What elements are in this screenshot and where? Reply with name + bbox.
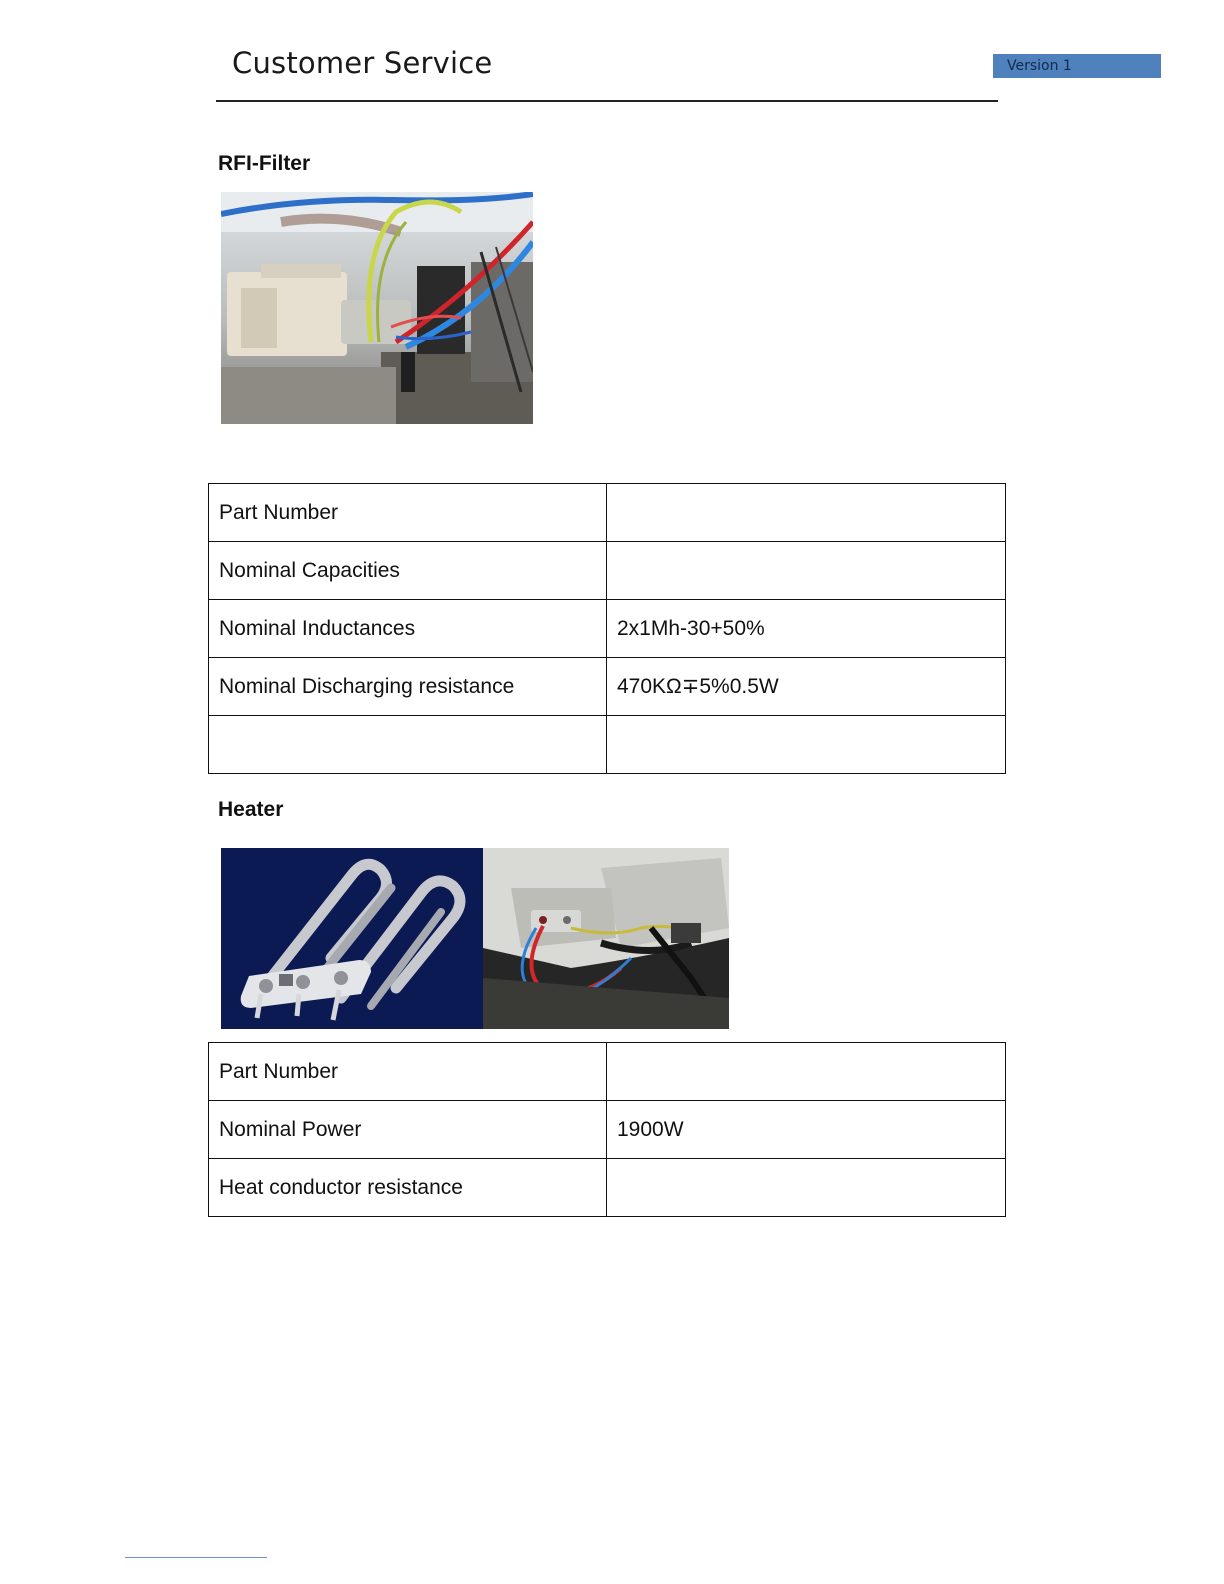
table-row bbox=[209, 484, 1006, 542]
table-row bbox=[209, 1101, 1006, 1159]
rfi-filter-photo bbox=[221, 192, 533, 424]
spec-label: Part Number bbox=[209, 484, 607, 542]
heater-spec-table bbox=[208, 1042, 1006, 1217]
rfi-filter-spec-table bbox=[208, 483, 1006, 774]
spec-label: Nominal Discharging resistance bbox=[209, 658, 607, 716]
header-divider bbox=[216, 100, 998, 102]
spec-value: 2x1Mh-30+50% bbox=[607, 600, 1006, 658]
page-header-title: Customer Service bbox=[232, 46, 493, 80]
table-row bbox=[209, 658, 1006, 716]
table-row bbox=[209, 1043, 1006, 1101]
table-row bbox=[209, 542, 1006, 600]
spec-value: 470KΩ∓5%0.5W bbox=[607, 658, 1006, 716]
spec-value bbox=[607, 542, 1006, 600]
spec-label: Nominal Capacities bbox=[209, 542, 607, 600]
spec-label: Heat conductor resistance bbox=[209, 1159, 607, 1217]
spec-value: 1900W bbox=[607, 1101, 1006, 1159]
spec-value bbox=[607, 484, 1006, 542]
section-heading-rfi-filter: RFI-Filter bbox=[218, 152, 311, 175]
table-row bbox=[209, 1159, 1006, 1217]
table-row bbox=[209, 716, 1006, 774]
table-row bbox=[209, 600, 1006, 658]
spec-label bbox=[209, 716, 607, 774]
version-badge: Version 1 bbox=[993, 54, 1161, 78]
section-heading-heater: Heater bbox=[218, 798, 284, 821]
spec-label: Part Number bbox=[209, 1043, 607, 1101]
spec-value bbox=[607, 1159, 1006, 1217]
spec-label: Nominal Power bbox=[209, 1101, 607, 1159]
footnote-separator bbox=[125, 1557, 267, 1558]
heater-photo bbox=[221, 848, 729, 1029]
spec-label: Nominal Inductances bbox=[209, 600, 607, 658]
spec-value bbox=[607, 716, 1006, 774]
spec-value bbox=[607, 1043, 1006, 1101]
